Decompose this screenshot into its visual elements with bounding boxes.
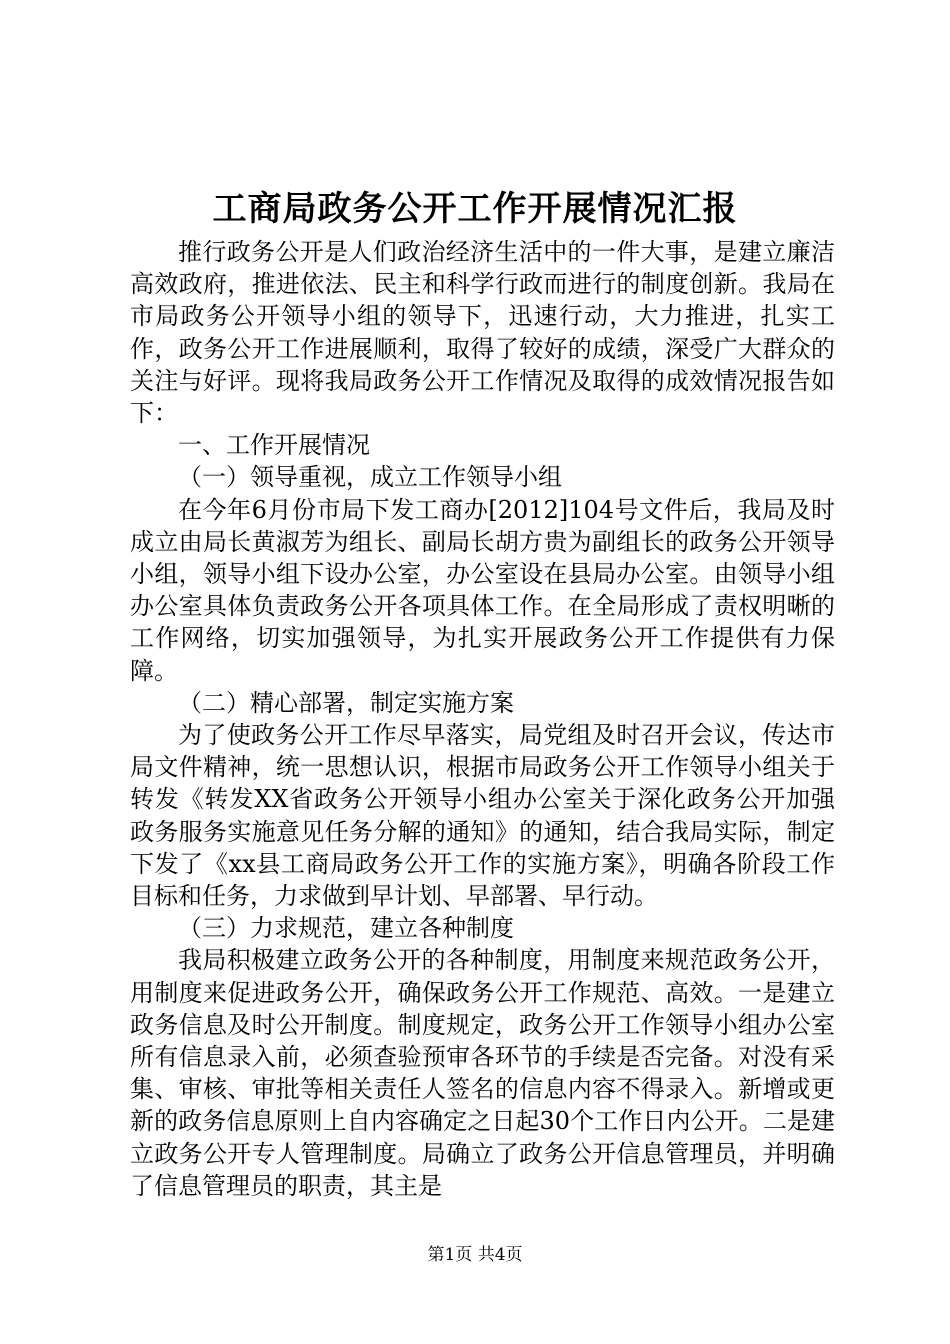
page-footer: 第1页 共4页 [427,1245,523,1265]
paragraph-intro: 推行政务公开是人们政治经济生活中的一件大事，是建立廉洁高效政府，推进依法、民主和科学行政而进行的制度创新。我局在市局政务公开领导小组的领导下，迅速行动，大力推进，扎实工作，政务公开工作进展顺利，取得了较好的成绩，深受广大群众的关注与好评。现将我局政务公开工作情况及取得的成效情况报告如下： [130,238,835,428]
document-title: 工商局政务公开工作开展情况汇报 [212,189,738,229]
heading-subsection-1: （一）领导重视，成立工作领导小组 [178,463,562,492]
heading-subsection-2: （二）精心部署，制定实施方案 [178,688,514,717]
heading-section-1: 一、工作开展情况 [178,431,370,460]
paragraph-subsection-1: 在今年6月份市局下发工商办[2012]104号文件后，我局及时成立由局长黄淑芳为组长、副局长胡方贵为副组长的政务公开领导小组，领导小组下设办公室，办公室设在县局办公室。由领导小组办公室具体负责政务公开各项具体工作。在全局形成了责权明晰的工作网络，切实加强领导，为扎实开展政务公开工作提供有力保障。 [130,495,835,685]
heading-subsection-3: （三）力求规范，建立各种制度 [178,914,514,943]
document-body [130,236,835,1202]
paragraph-subsection-3: 我局积极建立政务公开的各种制度，用制度来规范政务公开，用制度来促进政务公开，确保政务公开工作规范、高效。一是建立政务信息及时公开制度。制度规定，政务公开工作领导小组办公室所有信息录入前，必须查验预审各环节的手续是否完备。对没有采集、审核、审批等相关责任人签名的信息内容不得录入。新增或更新的政务信息原则上自内容确定之日起30个工作日内公开。二是建立政务公开专人管理制度。局确立了政务公开信息管理员，并明确了信息管理员的职责，其主是 [130,946,835,1200]
paragraph-subsection-2: 为了使政务公开工作尽早落实，局党组及时召开会议，传达市局文件精神，统一思想认识，根据市局政务公开工作领导小组关于转发《转发XX省政务公开领导小组办公室关于深化政务公开加强政务服务实施意见任务分解的通知》的通知，结合我局实际，制定下发了《xx县工商局政务公开工作的实施方案》，明确各阶段工作目标和任务，力求做到早计划、早部署、早行动。 [130,721,835,911]
